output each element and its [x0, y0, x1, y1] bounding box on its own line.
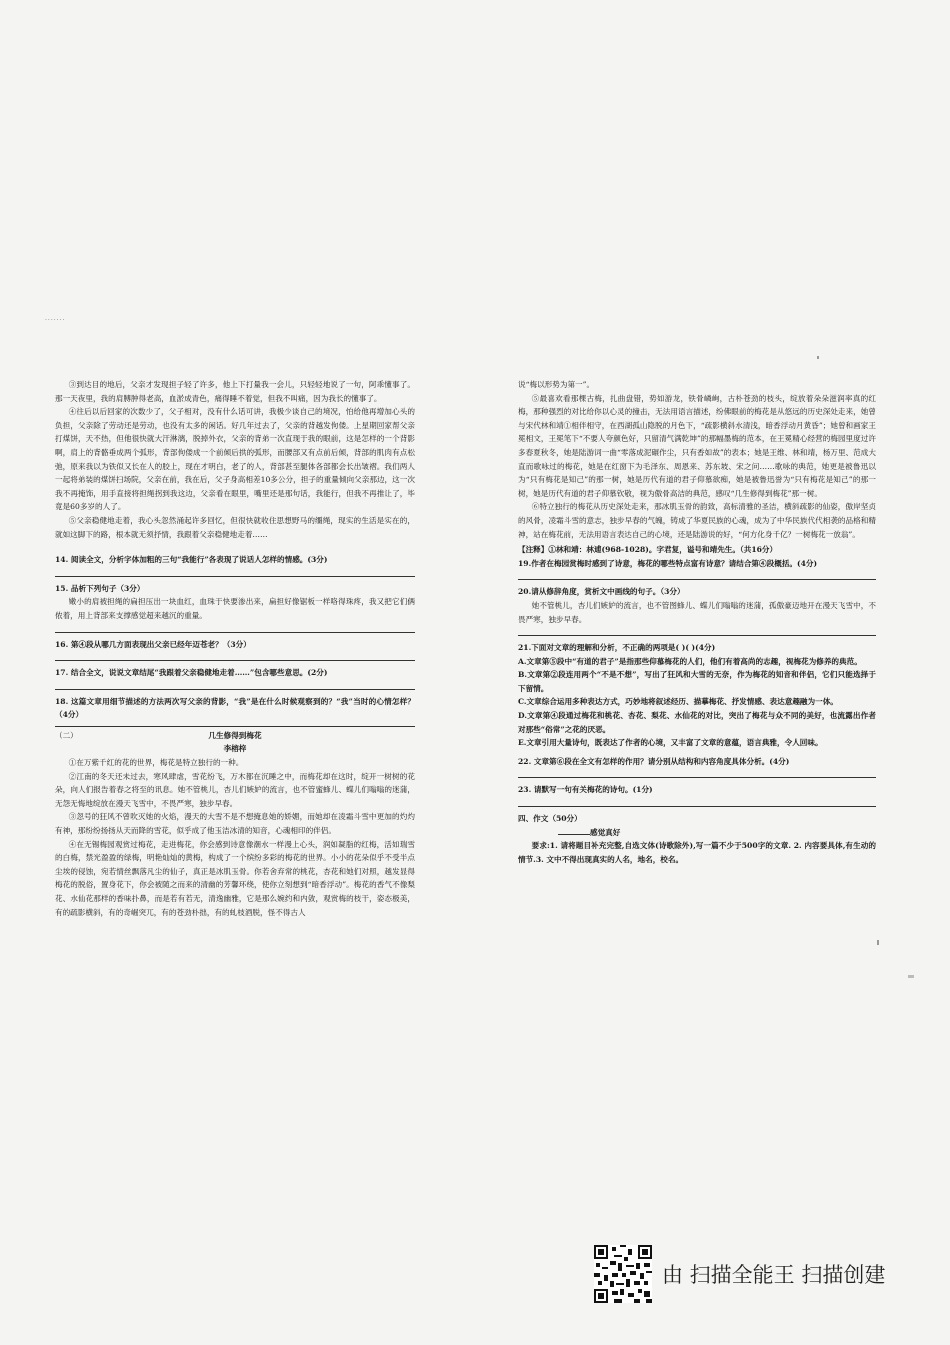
footnote: 【注释】①林和靖：林逋(968-1028)。字君复，谥号和靖先生。（共16分）	[518, 545, 778, 555]
question-23: 23. 请默写一句有关梅花的诗句。(1分)	[518, 785, 653, 795]
question-22: 22. 文章第⑥段在全文有怎样的作用？请分别从结构和内容角度具体分析。(4分)	[518, 756, 790, 766]
composition-title	[518, 826, 876, 840]
answer-line[interactable]	[518, 626, 876, 636]
answer-line[interactable]	[55, 722, 415, 727]
scan-speck	[817, 356, 819, 359]
reading-paragraph: ⑤父亲稳健地走着，我心头忽然涌起许多回忆，但很快就收住思想野马的缰绳，现实的生活是实在的，就如这脚下的路，根本就无须抒情，我跟着父亲稳健地走着……	[55, 515, 415, 539]
option-e: E.文章引用大量诗句，既表达了作者的心境，又丰富了文章的意蕴，语言典雅，令人回味。	[518, 738, 823, 748]
essay-title: 几生修得到梅花	[208, 730, 262, 740]
essay-paragraph: ⑤最喜欢看那棵古梅，扎曲盘错，势如游龙，铁骨嶙峋，古朴苍劲的枝头，绽放着朵朵滋润率真的红梅，那种强烈的对比给你以心灵的撞击，无法用语言描述，纷佛眼前的梅花是从悠远的历史深处走来，她曾与宋代林和靖①相伴相守，在西湖孤山隐脱的月色下，“疏影横斜水清浅，暗香浮动月黄昏”；她曾和画家王冕相文，王冕笔下“不要人夸颜色好，只留清气满乾坤”的那幅墨梅的范本，在王冕精心经营的梅园里度过许多春夏秋冬，她是陆游词一曲“零落成泥碾作尘，只有香如故”的表本；她是王维、林和靖，杨万里、范成大直而歌咏过的梅花，她是在红窗下为毛泽东、周恩来、苏东坡、宋之问……歌咏的典范，她更是被鲁迅以为“只有梅花是知己”的那一树，她是历代有道的君子仰慕欲痴，她是被鲁迅誉为“只有梅花是知己”的那一树，她是历代有道的君子仰慕钦敬，视为傲骨高洁的典范，感叹“几生修得到梅花”那一树。	[518, 393, 876, 498]
answer-line[interactable]	[55, 680, 415, 690]
question-21: 21.下面对文章的理解和分析，不正确的两项是( )( )(4分)	[518, 643, 716, 653]
section-heading	[55, 729, 415, 743]
composition-title-text: 感觉真好	[590, 827, 621, 837]
option-b: B.文章第②段连用两个“不是不想”，写出了狂风和大雪的无奈，作为梅花的知音和伴侣，它们只能选择于下留情。	[518, 670, 876, 693]
option-d: D.文章第④段通过梅花和桃花、杏花、梨花、水仙花的对比，突出了梅花与众不同的美好，也流露出作者对那些“俗常”之花的厌恶。	[518, 711, 876, 734]
essay-paragraph: ③忽号的狂风不曾吹灭她的火焰，漫天的大雪不是不想掩息她的娇媚，而她却在凌霜斗雪中更加的灼灼有神，那纷纷扬扬从天而降的雪花，似乎成了他玉洁冰清的知音，心魂相印的伴侣。	[55, 812, 415, 836]
question-14: 14. 阅读全文，分析字体加粗的三句“我能行”各表现了说话人怎样的情感。(3分)	[55, 555, 328, 565]
scan-speck	[877, 940, 879, 945]
left-column	[55, 378, 415, 919]
question-20: 20.请从修辞角度，赏析文中画线的句子。（3分）	[518, 587, 685, 597]
essay-paragraph: ⑥特立独行的梅花从历史深处走来，那冰肌玉骨的韵致，高标清雅的圣洁，横斜疏影的仙姿，傲岸坚贞的风骨，凌霜斗雪的意志，独步早春的气魄，铸成了华夏民族的心魂，成为了中华民族代代相袭的品格和精神，站在梅花前，无法用语言表达自己的心境，还是陆游说的好，“何方化身千亿？一树梅花一放翁”。	[518, 502, 876, 539]
question-15: 15. 品析下列句子（3分）	[55, 583, 145, 593]
essay-paragraph: ①在万紫千红的花的世界，梅花是特立独行的一种。	[68, 758, 244, 768]
reading-paragraph: ④往后以后回家的次数少了，父子相对，没有什么话可讲，我极少谈自己的境况，怕给他再增加心头的负担，父亲除了劳动还是劳动，也没有太多的闲话。好几年过去了，父亲的背越发佝偻。上星期回家帮父亲打煤饼，天不热，但他很快就大汗淋漓，脱掉外衣，父亲的背弟一次直现于我的眼前，这是怎样的一个背影啊，肩上的背骼垂成两个弧形，背部佝偻成一个前倾后拱的弧形，而腰部又有点前后倾，背部的肌肉有点松弛，原来我以为铁似又长在人的胶上，现在才明白，老了的人，背部甚至腿体各部都会长出皱褶。我们两人一起将弟装的煤饼扫场院，父亲在前，我在后，父子身高相差10多公分，担子的重量倾向父亲那边，这一次我不再掩饰，用手直接将担绳拐到我这边，父亲看在眼里，嘴里还是那句话，我能行，但我不再推让了，毕竟是60多岁的人了。	[55, 407, 415, 512]
scanner-caption: 由 扫描全能王 扫描创建	[662, 1263, 886, 1287]
essay-paragraph: ②江南的冬天还未过去，寒风肆虐，雪花纷飞，万木都在沉睡之中，而梅花却在这时，绽开一树树的花朵，向人们报告着春之将至的讯息。她不管桃儿，杏儿们嫉妒的流言，也不管蜜蜂儿、蝶儿们嗡嗡的迷蒲，无怨无悔地绽放在漫天飞雪中，不畏严寒，独步早春。	[55, 771, 415, 808]
question-16: 16. 第④段从哪几方面表现出父亲已经年迈苍老？（3分）	[55, 639, 251, 649]
answer-line[interactable]	[55, 623, 415, 633]
answer-line[interactable]	[518, 797, 876, 807]
option-a: A.文章第⑤段中“有道的君子”是指那些仰慕梅花的人们，他们有着高尚的志趣，视梅花为修养的典范。	[518, 656, 862, 666]
essay-paragraph: ④在无锡梅园观赏过梅花，走进梅花，你会感到诗意像潮水一样漫上心头，润如凝脂的红梅，活如瑞雪的白梅，禁光盈盈的绿梅，明艳灿灿的黄梅，构成了一个缤纷多彩的梅花的世界。小小的花朵似乎不受半点尘埃的侵蚀，宛若情丝飘落凡尘的仙子，真正是冰肌玉骨。你若舍弃常的桃花，杏花和她们对照，越发显得梅花的脱俗，置身花下，你会被随之而来的清幽的芳馨环绕，使你立刻想到“暗香浮动”。梅花的香气不像梨花、水仙花那样的香味扑鼻，而是若有若无，清逸幽雅，它是那么婉约和内敛，观赏梅的枝干，姿态极美，有的疏影横斜，有的奇崛突兀，有的苍劲朴拙，有的虬枝酒脱，怪不得古人	[55, 839, 415, 917]
reading-paragraph: ③到达目的地后，父亲才发现担子轻了许多，他上下打量我一会儿，只轻轻地说了一句，阿乖懂事了。那一天夜里，我的肩膊肿得老高，血淤成青色，痛得睡不着觉，但我不叫痛，因为我长的懂事了。	[55, 380, 415, 403]
answer-line[interactable]	[55, 567, 415, 577]
question-17: 17. 结合全文，说说文章结尾“我跟着父亲稳健地走着……”包含哪些意思。(2分)	[55, 668, 328, 678]
essay-author: 李榕梓	[223, 744, 247, 754]
section-number: （二）	[55, 730, 78, 740]
answer-line[interactable]	[518, 570, 876, 580]
question-18: 18. 这篇文章用细节描述的方法两次写父亲的背影，“我”是在什么时候观察到的？“我”当时的心情怎样？（4分）	[55, 696, 415, 720]
option-c: C.文章综合运用多种表达方式，巧妙地将叙述经历、描摹梅花、抒发情感、表达意趣融为一体。	[518, 697, 838, 707]
scan-speck	[908, 975, 914, 978]
scanner-watermark	[594, 1245, 885, 1303]
essay-paragraph: 说“梅以形势为第一”。	[518, 380, 595, 389]
question-19: 19.作者在梅园赏梅时感到了诗意，梅花的哪些特点富有诗意？请结合第④段概括。(4分)	[518, 558, 818, 568]
page-header-mark: ·······	[45, 317, 66, 324]
question-15-quote: 嫩小的肩被担绳的扁担压出一块血红，血珠于快要渗出来，扁担好像锯板一样咯得珠疼，我又把它们俩侬着，用上背部来支撑感觉超来越沉的重量。	[55, 597, 415, 620]
qr-code-icon	[594, 1245, 652, 1303]
composition-requirements: 要求:1. 请将题目补充完整,自选文体(诗歌除外),写一篇不少于500字的文章. 2. 内容要具体,有生动的情节.3. 文中不得出现真实的人名，地名，校名。	[518, 841, 876, 864]
answer-line[interactable]	[518, 768, 876, 778]
right-column	[518, 378, 876, 866]
composition-heading: 四、作文（50分）	[518, 814, 582, 824]
title-blank[interactable]	[558, 834, 590, 835]
question-20-quote: 她不管桃儿，杏儿们嫉妒的流言，也不管图蜂儿、蝶儿们嗡嗡的迷蒲，孤傲豪迈地开在漫天飞雪中，不畏严寒，独步早春。	[518, 600, 876, 624]
answer-line[interactable]	[55, 651, 415, 661]
